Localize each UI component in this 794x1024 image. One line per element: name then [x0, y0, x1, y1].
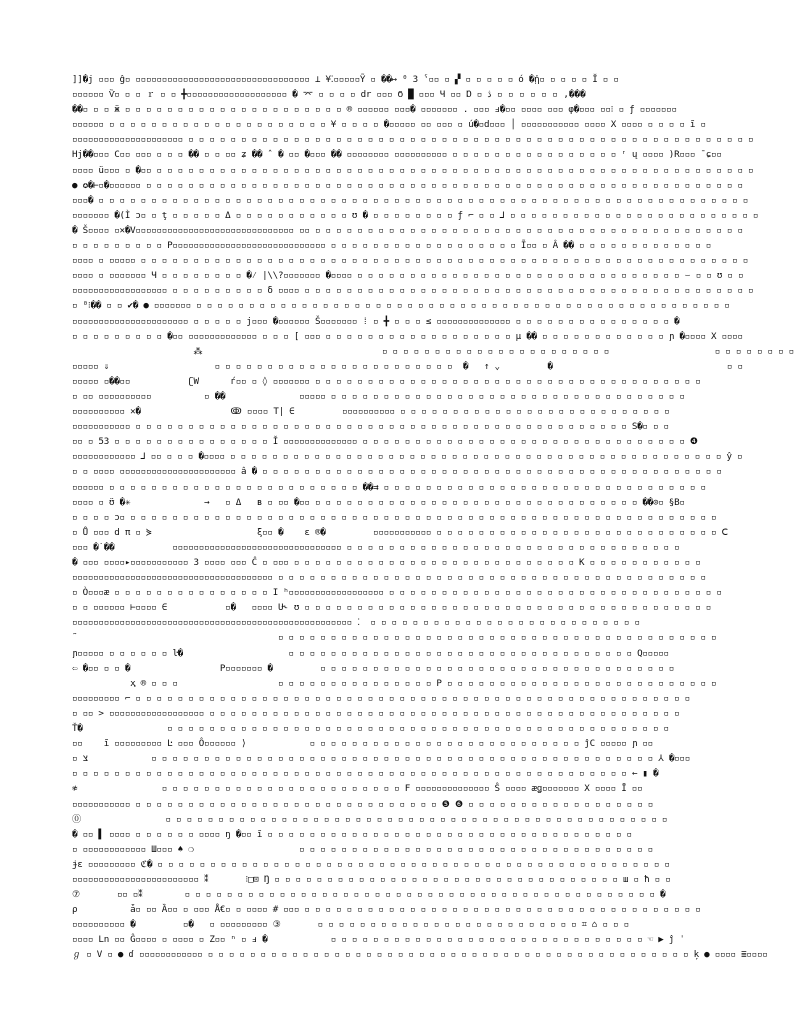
text-line: ▫ צ ▫ ▫ ▫ ▫ ▫ ▫ ▫ ▫ ▫ ▫ ▫ ▫ ▫ ▫ ▫ ▫ ▫ ▫ ▫ ▫ ▫ ▫ ▫ ▫ ▫ ▫ ▫ ▫ ▫ ▫ ▫ ▫ ▫ ▫ ▫ ▫ ▫ ▫ ▫ ▫ ▫ ▫ ▫ ▫ ▫ ▫ ▫ ▫ ⅄ �▫▫▫: [72, 753, 690, 765]
text-line: ɉɛ ▫▫▫▫▫▫▫▫▫ ℭ� ▫ ▫ ▫ ▫ ▫ ▫ ▫ ▫ ▫ ▫ ▫ ▫ ▫ ▫ ▫ ▫ ▫ ▫ ▫ ▫ ▫ ▫ ▫ ▫ ▫ ▫ ▫ ▫ ▫ ▫ ▫ ▫ ▫ ▫ ▫ ▫ ▫ ▫ ▫ ▫ ▫ ▫ ▫ ▫ ▫ ▫ ▫ ▫ ▫: [72, 858, 670, 870]
text-line: ▫▫▫▫ ▫ ▫▫▫▫▫ ▫ ▫ ▫ ▫ ▫ ▫ ▫ ▫ ▫ ▫ ▫ ▫ ▫ ▫ ▫ ▫ ▫ ▫ ▫ ▫ ▫ ▫ ▫ ▫ ▫ ▫ ▫ ▫ ▫ ▫ ▫ ▫ ▫ ▫ ▫ ▫ ▫ ▫ ▫ ▫ ▫ ▫ ▫ ▫ ▫ ▫ ▫ ▫ ▫ ▫ ▫ ▫ ▫ ▫ ▫ ▫ ▫ ▫: [72, 255, 749, 267]
text-line: � ▫▫▫ ▫▫▫▫▸▫▫▫▫▫▫▫▫▫▫▫ 3 ▫▫▫▫ ▫▫▫ Ĉ ▫ ▫▫▫ ▫ ▫ ▫ ▫ ▫ ▫ ▫ ▫ ▫ ▫ ▫ ▫ ▫ ▫ ▫ ▫ ▫ ▫ ▫ ▫ ▫ ▫ ▫ ▫ ▫ ▫ ▫ K ▫ ▫ ▫ ▫ ▫ ▫ ▫ ▫ ▫ ▫ ▫: [72, 557, 701, 568]
text-line: ▫ ▫▫▫▫▫▫▫▫▫▫▫▫ Ш▫▫▫ ♠ ❍ ▫ ▫ ▫ ▫ ▫ ▫ ▫ ▫ ▫ ▫ ▫ ▫ ▫ ▫ ▫ ▫ ▫ ▫ ▫ ▫ ▫ ▫ ▫ ▫ ▫ ▫ ▫ ▫ ▫ ▫ ▫ ▫ ▫ ▫: [72, 843, 653, 855]
text-line: ��▫ ▫ ▫ ӝ ▫ ▫ ▫ ▫ ▫ ▫ ▫ ▫ ▫ ▫ ▫ ▫ ▫ ▫ ▫ ▫ ▫ ▫ ▫ ▫ ▫ ® ▫▫▫▫▫▫ ▫▫▫� ▫▫▫▫▫▫▫ . ▫▫▫ ⅎ�▫▫ ▫▫▫▫ ▫▫▫ φ�▫▫▫ ▫▫⁝ ▫ ƒ ▫▫▫▫▫▫▫: [72, 104, 677, 116]
text-line: ▫ ▫ ▫ ▫ ɔ▫ ▫ ▫ ▫ ▫ ▫ ▫ ▫ ▫ ▫ ▫ ▫ ▫ ▫ ▫ ▫ ▫ ▫ ▫ ▫ ▫ ▫ ▫ ▫ ▫ ▫ ▫ ▫ ▫ ▫ ▫ ▫ ▫ ▫ ▫ ▫ ▫ ▫ ▫ ▫ ▫ ▫ ▫ ▫ ▫ ▫ ▫ ▫ ▫ ▫ ▫ ▫ ▫ ▫ ▫ ▫ ▫: [72, 511, 717, 523]
text-line: ● ✪�⊢▫�▫▫▫▫▫▫ ▫ ▫ ▫ ▫ ▫ ▫ ▫ ▫ ▫ ▫ ▫ ▫ ▫ ▫ ▫ ▫ ▫ ▫ ▫ ▫ ▫ ▫ ▫ ▫ ▫ ▫ ▫ ▫ ▫ ▫ ▫ ▫ ▫ ▫ ▫ ▫ ▫ ▫ ▫ ▫ ▫ ▫ ▫ ▫ ▫ ▫ ▫ ▫ ▫ ▫ ▫ ▫ ▫ ▫ ▫ ▫ ▫: [72, 179, 743, 191]
text-line: ▫▫▫▫ ü▫▫▫ ▫ �▫▫ ▫ ▫ ▫ ▫ ▫ ▫ ▫ ▫ ▫ ▫ ▫ ▫ ▫ ▫ ▫ ▫ ▫ ▫ ▫ ▫ ▫ ▫ ▫ ▫ ▫ ▫ ▫ ▫ ▫ ▫ ▫ ▫ ▫ ▫ ▫ ▫ ▫ ▫ ▫ ▫ ▫ ▫ ▫ ▫ ▫ ▫ ▫ ▫ ▫ ▫ ▫ ▫ ▫ ▫ ▫ ▫ ▫: [72, 164, 754, 176]
text-line: ҳ ® ▫ ▫ ▫ ▫ ▫ ▫ ▫ ▫ ▫ ▫ ▫ ▫ ▫ ▫ ▫ ▫ ▫ ▫ P ▫ ▫ ▫ ▫ ▫ ▫ ▫ ▫ ▫ ▫ ▫ ▫ ▫ ▫ ▫ ▫ ▫ ▫ ▫ ▫ ▫ ▫ ▫ ▫ ▫ ▫: [72, 677, 717, 689]
text-line: ▫▫▫▫▫▫▫▫▫▫▫▫▫▫▫▫▫▫▫▫▫▫ ▫ ▫ ▫ ▫ ▫ j▫▫▫ �▫▫▫▫▫▫ Š▫▫▫▫▫▫▫ ⁞ ▫ ╋ ▫ ▫ ▫ ≤ ▫▫▫▫▫▫▫▫▫▫▫▫▫▫ ▫ ▫ ▫ ▫ ▫ ▫ ▫ ▫ ▫ ▫ ▫ ▫ ▫ ▫ ▫ �: [72, 315, 680, 327]
text-line: ℊ ▫ V ▫ ● ɗ ▫▫▫▫▫▫▫▫▫▫▫▫ ▫ ▫ ▫ ▫ ▫ ▫ ▫ ▫ ▫ ▫ ▫ ▫ ▫ ▫ ▫ ▫ ▫ ▫ ▫ ▫ ▫ ▫ ▫ ▫ ▫ ▫ ▫ ▫ ▫ ▫ ▫ ▫ ▫ ▫ ▫ ▫ ▫ ▫ ▫ ▫ ▫ ▫ ▫ ▫ ▫ ▫ ķ ● ▫▫▫▫ ≣▫▫▫▫: [72, 949, 768, 961]
text-line: ▫▫▫▫ Ln ▫▫ Ĝ▫▫▫▫ ▫ ▫▫▫▫ ▫ Z▫▫ ⁿ ▫ ⅎ � ▫ ▫ ▫ ▫ ▫ ▫ ▫ ▫ ▫ ▫ ▫ ▫ ▫ ▫ ▫ ▫ ▫ ▫ ▫ ▫ ▫ ▫ ▫ ▫ ▫ ▫ ▫ ▫ ▫ ▫ ☜ ▶ ĵ ˈ: [72, 934, 685, 946]
text-line: ▫▫▫▫▫▫ Ѷ▫ ▫ ▫ ｒ ▫ ▫ ╋▫▫▫▫▫▫▫▫▫▫▫▫▫▫▫▫▫▫▫ � ⌤ ▫ ▫ ▫ ▫ dr ▫▫▫ Ϭ █ ▫▫▫ Ч ▫▫ Ɒ ▫ ڎ ▫ ▫ ▫ ▫ ▫ ▫ ,���: [72, 89, 586, 101]
text-line: ▫ ▫ ▫ ▫ ▫ ▫ ▫ ▫ ▫ P▫▫▫▫▫▫▫▫▫▫▫▫▫▫▫▫▫▫▫▫▫▫▫▫▫▫▫▫▫ ▫ ▫ ▫ ▫ ▫ ▫ ▫ ▫ ▫ ▫ ▫ ▫ ▫ ▫ ▫ ▫ ▫ ▫ Ĩ▫▫ ▫ Â �� ▫ ▫ ▫ ▫ ▫ ▫ ▫ ▫ ▫ ▫ ▫ ▫ ▫: [72, 240, 712, 252]
text-line: ▫▫▫� ▫ ▫ ▫ ▫ ▫ ▫ ▫ ▫ ▫ ▫ ▫ ▫ ▫ ▫ ▫ ▫ ▫ ▫ ▫ ▫ ▫ ▫ ▫ ▫ ▫ ▫ ▫ ▫ ▫ ▫ ▫ ▫ ▫ ▫ ▫ ▫ ▫ ▫ ▫ ▫ ▫ ▫ ▫ ▫ ▫ ▫ ▫ ▫ ▫ ▫ ▫ ▫ ▫ ▫ ▫ ▫ ▫ ▫ ▫ ▫ ▫ ▫: [72, 194, 749, 206]
text-line: ▫▫▫▫▫▫▫▫▫▫▫▫▫▫▫▫▫▫▫▫▫▫▫▫ ⁑ ⁝□⊡ Ŋ ▫ ▫ ▫ ▫ ▫ ▫ ▫ ▫ ▫ ▫ ▫ ▫ ▫ ▫ ▫ ▫ ▫ ▫ ▫ ▫ ▫ ▫ ▫ ▫ ▫ ▫ ▫ ▫ ▫ ▫ ▫ ▫ ▫ ш ▫ ħ ▫ ▫: [72, 873, 671, 885]
text-line: ▫▫▫ �˙�� ▫▫▫▫▫▫▫▫▫▫▫▫▫▫▫▫▫▫▫▫▫▫▫▫▫▫▫▫▫▫▫▫ ▫ ▫ ▫ ▫ ▫ ▫ ▫ ▫ ▫ ▫ ▫ ▫ ▫ ▫ ▫ ▫ ▫ ▫ ▫ ▫ ▫ ▫ ▫ ▫ ▫ ▫ ▫ ▫ ▫ ▫ ▫ ▫: [72, 541, 680, 553]
text-line: ≉ ▫ ▫ ▫ ▫ ▫ ▫ ▫ ▫ ▫ ▫ ▫ ▫ ▫ ▫ ▫ ▫ ▫ ▫ ▫ ▫ ▫ ▫ ▫ F ▫▫▫▫▫▫▫▫▫▫▫▫▫▫ Ŝ ▫▫▫▫ æǥ▫▫▫▫▫▫▫ X ▫▫▫▫ Ī ▫▫: [72, 783, 643, 795]
text-line: ▫▫▫▫▫▫▫▫▫▫▫▫ ⅃ ▫▫ ▫ ▫ ▫ �▫▫▫▫ ▫ ▫ ▫ ▫ ▫ ▫ ▫ ▫ ▫ ▫ ▫ ▫ ▫ ▫ ▫ ▫ ▫ ▫ ▫ ▫ ▫ ▫ ▫ ▫ ▫ ▫ ▫ ▫ ▫ ▫ ▫ ▫ ▫ ▫ ▫ ▫ ▫ ▫ ▫ ▫ ▫ ▫ ▫ ▫ ▫ ▫ ▫ ŷ ▫: [72, 451, 743, 463]
text-line: ▫▫▫▫▫▫▫▫▫ ⌐ ▫ ▫ ▫ ▫ ▫ ▫ ▫ ▫ ▫ ▫ ▫ ▫ ▫ ▫ ▫ ▫ ▫ ▫ ▫ ▫ ▫ ▫ ▫ ▫ ▫ ▫ ▫ ▫ ▫ ▫ ▫ ▫ ▫ ▫ ▫ ▫ ▫ ▫ ▫ ▫ ▫ ▫ ▫ ▫ ▫ ▫ ▫ ▫ ▫ ▫ ▫ ▫ ▫: [72, 692, 690, 704]
text-line: ⑦ ▫▫ ▫⁑ ▫ ▫ ▫ ▫ ▫ ▫ ▫ ▫ ▫ ▫ ▫ ▫ ▫ ▫ ▫ ▫ ▫ ▫ ▫ ▫ ▫ ▫ ▫ ▫ ▫ ▫ ▫ ▫ ▫ ▫ ▫ ▫ ▫ ▫ ▫ ▫ ▫ ▫ ▫ ▫ ▫ ▫ ▫ ▫ ▫ �: [72, 889, 666, 901]
text-line: ⇦ �▫▫ ▫ ▫ � P▫▫▫▫▫▫▫ � ▫ ▫ ▫ ▫ ▫ ▫ ▫ ▫ ▫ ▫ ▫ ▫ ▫ ▫ ▫ ▫ ▫ ▫ ▫ ▫ ▫ ▫ ▫ ▫ ▫ ▫ ▫ ▫ ▫ ▫ ▫ ▫ ▫ ▫: [72, 662, 675, 674]
text-line: ▫▫ ▫ 53 ▫ ▫ ▫ ▫ ▫ ▫ ▫ ▫ ▫ ▫ ▫ ▫ ▫ ▫ ▫ Ĭ ▫▫▫▫▫▫▫▫▫▫▫▫▫▫ ▫ ▫ ▫ ▫ ▫ ▫ ▫ ▫ ▫ ▫ ▫ ▫ ▫ ▫ ▫ ▫ ▫ ▫ ▫ ▫ ▫ ▫ ▫ ▫ ▫ ▫ ▫ ▫ ▫ ▫ ▫ ❹: [72, 436, 698, 448]
text-line: ▫▫▫▫▫▫▫▫▫▫▫▫▫▫▫▫▫▫▫▫▫▫▫▫▫▫▫▫▫▫▫▫▫▫▫▫▫▫▫▫▫▫▫▫▫▫▫▫▫▫▫▫▫ ⁚ ▫ ▫ ▫ ▫ ▫ ▫ ▫ ▫ ▫ ▫ ▫ ▫ ▫ ▫ ▫ ▫ ▫ ▫ ▫ ▫ ▫ ▫ ▫ ▫ ▫ ▫: [72, 617, 640, 629]
text-line: ▫ ▫▫ ▫▫▫▫▫▫▫▫▫▫ ▫ �� ▫▫▫▫▫ ▫ ▫ ▫ ▫ ▫ ▫ ▫ ▫ ▫ ▫ ▫ ▫ ▫ ▫ ▫ ▫ ▫ ▫ ▫ ▫ ▫ ▫ ▫ ▫ ▫ ▫ ▫ ▫ ▫ ▫ ▫ ▫ ▫ ▫: [72, 390, 685, 402]
text-line: ⓪ ▫ ▫ ▫ ▫ ▫ ▫ ▫ ▫ ▫ ▫ ▫ ▫ ▫ ▫ ▫ ▫ ▫ ▫ ▫ ▫ ▫ ▫ ▫ ▫ ▫ ▫ ▫ ▫ ▫ ▫ ▫ ▫ ▫ ▫ ▫ ▫ ▫ ▫ ▫ ▫ ▫ ▫ ▫ ▫ ▫ ▫ ▫ ▫: [72, 813, 668, 825]
text-line: � Š▫▫▫▫ ▫✕�V▫▫▫▫▫▫▫▫▫▫▫▫▫▫▫▫▫▫▫▫▫▫▫▫▫▫▫▫▫▫ ▫▫ ▫ ▫ ▫ ▫ ▫ ▫ ▫ ▫ ▫ ▫ ▫ ▫ ▫ ▫ ▫ ▫ ▫ ▫ ▫ ▫ ▫ ▫ ▫ ▫ ▫ ▫ ▫ ▫ ▫ ▫ ▫ ▫ ▫ ▫ ▫ ▫ ▫ ▫ ▫ ▫ ▫: [72, 224, 743, 236]
text-line: ▫ ▫ ▫▫▫▫ ▫▫▫▫▫▫▫▫▫▫▫▫▫▫▫▫▫▫▫▫▫▫ â � ▫ ▫ ▫ ▫ ▫ ▫ ▫ ▫ ▫ ▫ ▫ ▫ ▫ ▫ ▫ ▫ ▫ ▫ ▫ ▫ ▫ ▫ ▫ ▫ ▫ ▫ ▫ ▫ ▫ ▫ ▫ ▫ ▫ ▫ ▫ ▫ ▫ ▫ ▫ ▫ ▫ ▫ ▫ ▫: [72, 466, 722, 478]
text-line: ▫▫▫▫▫▫▫▫▫▫▫▫▫▫▫▫▫▫▫▫▫▫▫▫▫▫▫▫▫▫▫▫▫▫▫▫▫▫ ▫ ▫ ▫ ▫ ▫ ▫ ▫ ▫ ▫ ▫ ▫ ▫ ▫ ▫ ▫ ▫ ▫ ▫ ▫ ▫ ▫ ▫ ▫ ▫ ▫ ▫ ▫ ▫ ▫ ▫ ▫ ▫ ▫ ▫ ▫ ▫ ▫ ▫ ▫ ▫ ▫: [72, 572, 706, 584]
text-line: ]]�j ▫▫▫ ĝ▫ ▫▫▫▫▫▫▫▫▫▫▫▫▫▫▫▫▫▫▫▫▫▫▫▫▫▫▫▫▫▫▫▫▫ ⊥ ¥⁚▫▫▫▫▫Ỹ ▫ ��↦ ⁰ 3 ˁ▫▫ ▫ ▞ ▫ ▫ ▫ ▫ ▫ ó �ᾐ▫ ▫ ▫ ▫ ▫ Ĭ ▫ ▫: [72, 74, 619, 85]
text-line: ▫▫▫▫ ▫ ʊ̈ �✳ → ▫ Δ ʙ ▫ ▫▫ �▫▫ ▫ ▫ ▫ ▫ ▫ ▫ ▫ ▫ ▫ ▫ ▫ ▫ ▫ ▫ ▫ ▫ ▫ ▫ ▫ ▫ ▫ ▫ ▫ ▫ ▫ ▫ ▫ ▫ ▫ ▫ ▫ ��⊙▫ §B▫: [72, 496, 685, 508]
text-line: ▫▫▫▫▫▫▫ �(Ì ɔ▫ ▫ ţ ▫ ▫ ▫ ▫ ▫ Δ ▫ ▫ ▫ ▫ ▫ ▫ ▫ ▫ ▫ ▫ ▫ ʊ � ▫ ▫ ▫ ▫ ▫ ▫ ▫ ▫ ƒ ⌐ ▫ ▫ ⅃ ▫ ▫ ▫ ▫ ▫ ▫ ▫ ▫ ▫ ▫ ▫ ▫ ▫ ▫ ▫ ▫ ▫ ▫ ▫ ▫ ▫ ▫ ▫ ▫: [72, 209, 759, 221]
text-line: Ť� ▫ ▫ ▫ ▫ ▫ ▫ ▫ ▫ ▫ ▫ ▫ ▫ ▫ ▫ ▫ ▫ ▫ ▫ ▫ ▫ ▫ ▫ ▫ ▫ ▫ ▫ ▫ ▫ ▫ ▫ ▫ ▫ ▫ ▫ ▫ ▫ ▫ ▫ ▫ ▫ ▫ ▫ ▫ ▫ ▫ ▫ ▫ ▫: [72, 723, 669, 735]
text-line: ɲ▫▫▫▫▫ ▫ ▫ ▫ ▫ ▫ ▫ ŀ� ▫ ▫ ▫ ▫ ▫ ▫ ▫ ▫ ▫ ▫ ▫ ▫ ▫ ▫ ▫ ▫ ▫ ▫ ▫ ▫ ▫ ▫ ▫ ▫ ▫ ▫ ▫ ▫ ▫ ▫ ▫ ▫ ▫ Q▫▫▫▫▫: [72, 647, 669, 659]
text-line: ▫▫▫▫▫▫ ▫ ▫ ▫ ▫ ▫ ▫ ▫ ▫ ▫ ▫ ▫ ▫ ▫ ▫ ▫ ▫ ▫ ▫ ▫ ▫ ▫ ▫ ▫ ▫ ��⇉ ▫ ▫ ▫ ▫ ▫ ▫ ▫ ▫ ▫ ▫ ▫ ▫ ▫ ▫ ▫ ▫ ▫ ▫ ▫ ▫ ▫ ▫ ▫ ▫ ▫ ▫ ▫ ▫ ▫ ▫ ▫: [72, 481, 706, 493]
text-line: ▫▫▫▫▫▫▫▫▫▫▫ ▫ ▫ ▫ ▫ ▫ ▫ ▫ ▫ ▫ ▫ ▫ ▫ ▫ ▫ ▫ ▫ ▫ ▫ ▫ ▫ ▫ ▫ ▫ ▫ ▫ ▫ ▫ ▫ ▫ ❺ ❻ ▫ ▫ ▫ ▫ ▫ ▫ ▫ ▫ ▫ ▫ ▫ ▫ ▫ ▫ ▫ ▫ ▫ ▫: [72, 798, 654, 810]
text-line: ▫▫▫▫▫▫▫▫▫▫ � ▫� ▫ ▫▫▫▫▫▫▫▫▫ ③ ▫ ▫ ▫ ▫ ▫ ▫ ▫ ▫ ▫ ▫ ▫ ▫ ▫ ▫ ▫ ▫ ▫ ▫ ▫ ▫ ▫ ▫ ▫ ▫ ▫ ⌗ ⌂ ▫ ▫ ▫: [72, 919, 629, 931]
text-line: ▫▫▫▫▫▫▫▫▫▫▫▫▫▫▫▫▫▫▫▫▫ ▫ ▫ ▫ ▫ ▫ ▫ ▫ ▫ ▫ ▫ ▫ ▫ ▫ ▫ ▫ ▫ ▫ ▫ ▫ ▫ ▫ ▫ ▫ ▫ ▫ ▫ ▫ ▫ ▫ ▫ ▫ ▫ ▫ ▫ ▫ ▫ ▫ ▫ ▫ ▫ ▫ ▫ ▫ ▫ ▫ ▫ ▫ ▫ ▫ ▫ ▫ ▫ ▫ ▫: [72, 134, 754, 146]
text-line: ▫ ▫▫ > ▫▫▫▫▫▫▫▫▫▫▫▫▫▫▫▫▫▫ ▫ ▫ ▫ ▫ ▫ ▫ ▫ ▫ ▫ ▫ ▫ ▫ ▫ ▫ ▫ ▫ ▫ ▫ ▫ ▫ ▫ ▫ ▫ ▫ ▫ ▫ ▫ ▫ ▫ ▫ ▫ ▫ ▫ ▫ ▫ ▫ ▫ ▫ ▫ ▫ ▫ ▫ ▫ ▫ ▫: [72, 707, 680, 719]
text-line: ▫ ▫ ▫ ▫ ▫ ▫ ▫ ▫ ▫ ▫ ▫ ▫ ▫ ▫ ▫ ▫ ▫ ▫ ▫ ▫ ▫ ▫ ▫ ▫ ▫ ▫ ▫ ▫ ▫ ▫ ▫ ▫ ▫ ▫ ▫ ▫ ▫ ▫ ▫ ▫ ▫ ▫ ▫ ▫ ▫ ▫ ▫ ▫ ▫ ▫ ▫ ▫ ▫ ← ▮ �: [72, 768, 659, 780]
text-line: ▫▫▫▫▫▫ ▫ ▫ ▫ ▫ ▫ ▫ ▫ ▫ ▫ ▫ ▫ ▫ ▫ ▫ ▫ ▫ ▫ ▫ ▫ ▫ ▫ ¥ ▫ ▫ ▫ ▫ �▫▫▫▫▫ ▫▫ ▫▫▫ ▫ ú�▫d▫▫▫ │ ▫▫▫▫▫▫▫▫▫▫▫ ▫▫▫▫ X ▫▫▫▫ ▫ ▫ ▫ ▫ ĩ ▫: [72, 119, 706, 131]
text-line: Hj��▫▫▫ C▫▫ ▫▫▫ ▫ ▫ ▫ �� ▫ ▫ ▫▫ ʑ �� ˆ � ▫▫ �▫▫▫ �� ▫▫▫▫▫▫▫▫ ▫▫▫▫▫▫▫▫▫▫ ▫ ▫ ▫ ▫ ▫ ▫ ▫ ▫ ▫ ▫ ▫ ▫ ▫ ▫ ▫ ▫ ʳ ų ▫▫▫▫ )R▫▫▫ ¯ɕ▫▫: [72, 149, 722, 161]
text-line: ⁂ ▫ ▫ ▫ ▫ ▫ ▫ ▫ ▫ ▫ ▫ ▫ ▫ ▫ ▫ ▫ ▫ ▫ ▫ ▫ ▫ ▫ ▫ ▫ ▫ ▫ ▫ ▫ ▫ ▫ ▫: [72, 345, 794, 357]
text-line: ▫ ▫ ▫ ▫ ▫ ▫ ▫ ▫ ▫ �▫▫ ▫▫▫▫▫▫▫▫▫▫▫▫▫ ▫ ▫ ▫ [ ▫▫▫ ▫ ▫ ▫ ▫ ▫ ▫ ▫ ▫ ▫ ▫ ▫ ▫ ▫ ▫ ▫ ▫ ▫ ▫ μ �� ▫ ▫ ▫ ▫ ▫ ▫ ▫ ▫ ▫ ▫ ▫ ▫ ɲ �▫▫▫▫ X ▫▫▫▫: [72, 330, 743, 342]
text-line: ▫▫▫▫▫▫▫▫▫▫▫▫▫▫▫▫▫▫ ▫ ▫ ▫ ▫ ▫ ▫ ▫ ▫ ▫ δ ▫▫▫▫ ▫ ▫ ▫ ▫ ▫ ▫ ▫ ▫ ▫ ▫ ▫ ▫ ▫ ▫ ▫ ▫ ▫ ▫ ▫ ▫ ▫ ▫ ▫ ▫ ▫ ▫ ▫ ▫ ▫ ▫ ▫ ▫ ▫ ▫ ▫ ▫ ▫ ▫ ▫ ▫ ▫ ▫ ▫: [72, 285, 754, 297]
text-line: ▫▫▫▫ ▫ ▫▫▫▫▫▫▫ Ч ▫ ▫ ▫ ▫ ▫ ▫ ▫ ▫ �⁄ |\\?▫▫▫▫▫▫▫ �▫▫▫▫ ▫ ▫ ▫ ▫ ▫ ▫ ▫ ▫ ▫ ▫ ▫ ▫ ▫ ▫ ▫ ▫ ▫ ▫ ▫ ▫ ▫ ▫ ▫ ▫ ▫ ▫ ▫ ▫ ▫ ▫ ▫ ⌣ ▫ ▫ ʊ ▫ ▫: [72, 270, 744, 282]
text-line: ρ ǡ▫ ▫▫ Ȁ▫▫ ▫ ▫▫▫ Å€▫ ▫ ▫▫▫▫ # ▫▫▫ ▫ ▫ ▫ ▫ ▫ ▫ ▫ ▫ ▫ ▫ ▫ ▫ ▫ ▫ ▫ ▫ ▫ ▫ ▫ ▫ ▫ ▫ ▫ ▫ ▫ ▫ ▫ ▫ ▫ ▫ ▫ ▫ ▫ ▫ ▫ ▫ ▫ ▫: [72, 904, 701, 916]
text-line: ▫ ▫ ▫▫▫▫▫▫ ⊢▫▫▫▫ ∈ ▫� ▫▫▫▫ U˞ ʊ ▫ ▫ ▫ ▫ ▫ ▫ ▫ ▫ ▫ ▫ ▫ ▫ ▫ ▫ ▫ ▫ ▫ ▫ ▫ ▫ ▫ ▫ ▫ ▫ ▫ ▫ ▫ ▫ ▫ ▫ ▫ ▫ ▫ ▫ ▫ ▫ ▫ ▫ ▫: [72, 602, 712, 614]
text-line: ▫▫▫▫▫ ⇓ ▫ ▫ ▫ ▫ ▫ ▫ ▫ ▫ ▫ ▫ ▫ ▫ ▫ ▫ ▫ ▫ ▫ ▫ ▫ ▫ ▫ ▫ ▫ � ↑ ⌄ � ▫ ▫: [72, 360, 743, 372]
text-line: ▫▫▫▫▫▫▫▫▫▫ ✕� ↂ ▫▫▫▫ T| ∈ ▫▫▫▫▫▫▫▫▫▫ ▫ ▫ ▫ ▫ ▫ ▫ ▫ ▫ ▫ ▫ ▫ ▫ ▫ ▫ ▫ ▫ ▫ ▫ ▫ ▫ ▫ ▫ ▫ ▫ ▫ ▫: [72, 406, 670, 418]
text-line: ▫ Ů ▫▫▫ d π ▫ ⋟ ξ▫▫ � ε ®� ▫▫▫▫▫▫▫▫▫▫▫ ▫ ▫ ▫ ▫ ▫ ▫ ▫ ▫ ▫ ▫ ▫ ▫ ▫ ▫ ▫ ▫ ▫ ▫ ▫ ▫ ▫ ▫ ▫ ▫ ▫ ▫ ▫ Ⅽ: [72, 526, 728, 538]
text-line: ˜ ▫ ▫ ▫ ▫ ▫ ▫ ▫ ▫ ▫ ▫ ▫ ▫ ▫ ▫ ▫ ▫ ▫ ▫ ▫ ▫ ▫ ▫ ▫ ▫ ▫ ▫ ▫ ▫ ▫ ▫ ▫ ▫ ▫ ▫ ▫ ▫ ▫ ▫ ▫ ▫ ▫ ▫: [72, 632, 717, 644]
text-line: ▫▫▫▫▫ ▫��▫▫ ʗW ѓ▫▫ ▫ ◊ ▫▫▫▫▫▫▫ ▫ ▫ ▫ ▫ ▫ ▫ ▫ ▫ ▫ ▫ ▫ ▫ ▫ ▫ ▫ ▫ ▫ ▫ ▫ ▫ ▫ ▫ ▫ ▫ ▫ ▫ ▫ ▫ ▫ ▫ ▫ ▫ ▫ ▫ ▫ ▫ ▫: [72, 375, 701, 387]
text-line: � ▫▫ ▌ ▫▫▫▫ ▫ ▫ ▫ ▫ ▫ ▫ ▫▫▫▫ ŋ �▫▫ ĩ ▫ ▫ ▫ ▫ ▫ ▫ ▫ ▫ ▫ ▫ ▫ ▫ ▫ ▫ ▫ ▫ ▫ ▫ ▫ ▫ ▫ ▫ ▫ ▫ ▫ ▫ ▫ ▫ ▫ ▫ ▫ ▫ ▫ ▫ ▫: [72, 828, 632, 840]
text-line: ▫ ⁰⁝�� ▫ ▫ ✔� ● ▫▫▫▫▫▫▫ ▫ ▫ ▫ ▫ ▫ ▫ ▫ ▫ ▫ ▫ ▫ ▫ ▫ ▫ ▫ ▫ ▫ ▫ ▫ ▫ ▫ ▫ ▫ ▫ ▫ ▫ ▫ ▫ ▫ ▫ ▫ ▫ ▫ ▫ ▫ ▫ ▫ ▫ ▫ ▫ ▫ ▫ ▫ ▫ ▫ ▫ ▫ ▫ ▫ ▫ ▫: [72, 300, 730, 312]
text-line: ▫ Ò▫▫▫æ ▫ ▫ ▫ ▫ ▫ ▫ ▫ ▫ ▫ ▫ ▫ ▫ ▫ ▫ ▫ I ʰ▫▫▫▫▫▫▫▫▫▫▫▫▫▫▫▫▫▫ ▫ ▫ ▫ ▫ ▫ ▫ ▫ ▫ ▫ ▫ ▫ ▫ ▫ ▫ ▫ ▫ ▫ ▫ ▫ ▫ ▫ ▫ ▫ ▫ ▫ ▫ ▫ ▫ ▫ ▫ ▫ ▫: [72, 587, 722, 599]
text-line: ▫▫ ĩ ▫▫▫▫▫▫▫▫▫ Ŀ ▫▫▫ Ô▫▫▫▫▫▫ ⟩ ▫ ▫ ▫ ▫ ▫ ▫ ▫ ▫ ▫ ▫ ▫ ▫ ▫ ▫ ▫ ▫ ▫ ▫ ▫ ▫ ▫ ▫ ▫ ▫ ▫ ▫ ĵC ▫▫▫▫▫ ɲ ▫▫: [72, 738, 653, 750]
text-line: ▫▫▫▫▫▫▫▫▫▫▫ ▫ ▫ ▫ ▫ ▫ ▫ ▫ ▫ ▫ ▫ ▫ ▫ ▫ ▫ ▫ ▫ ▫ ▫ ▫ ▫ ▫ ▫ ▫ ▫ ▫ ▫ ▫ ▫ ▫ ▫ ▫ ▫ ▫ ▫ ▫ ▫ ▫ ▫ ▫ ▫ ▫ ▫ ▫ ▫ ▫ ▫ ▫ S�▫ ▫ ▫: [72, 421, 669, 433]
